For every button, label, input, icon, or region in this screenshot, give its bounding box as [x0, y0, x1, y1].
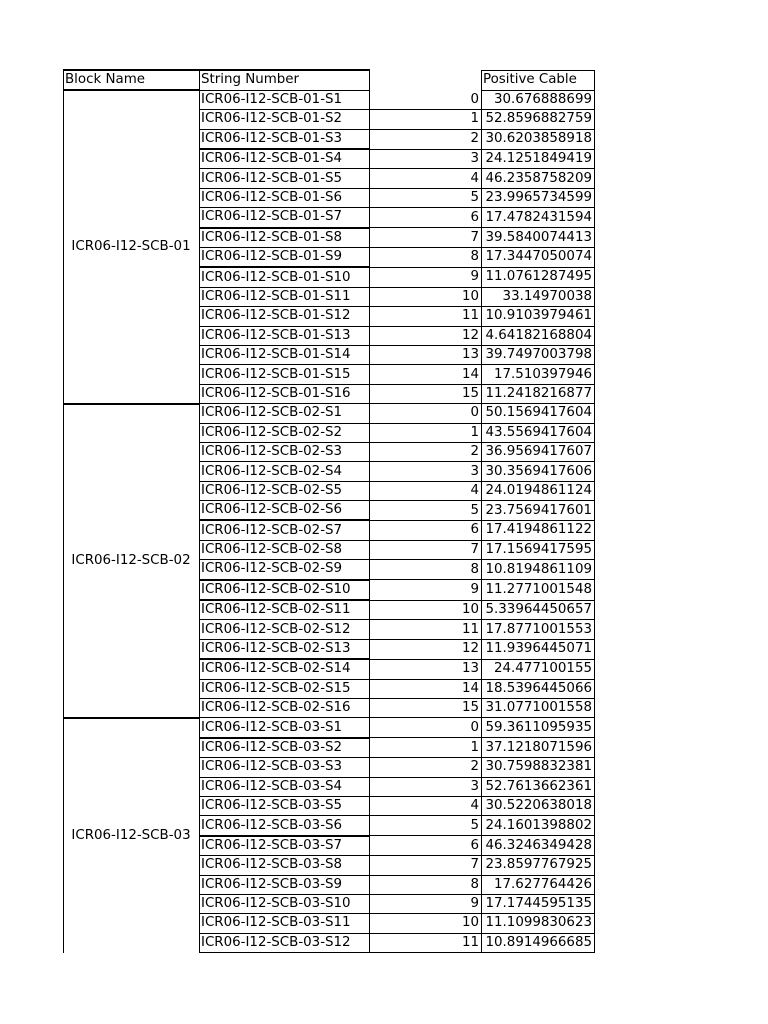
index-cell: 11	[370, 620, 482, 639]
string-number-cell: ICR06-I12-SCB-02-S2	[200, 423, 370, 442]
positive-cable-cell: 59.3611095935	[482, 718, 595, 738]
index-cell: 8	[370, 875, 482, 894]
index-cell: 10	[370, 914, 482, 933]
positive-cable-cell: 18.5396445066	[482, 679, 595, 698]
positive-cable-cell: 36.9569417607	[482, 442, 595, 461]
string-number-cell: ICR06-I12-SCB-03-S10	[200, 894, 370, 913]
index-cell: 11	[370, 307, 482, 326]
table-body	[64, 90, 595, 952]
index-cell: 4	[370, 169, 482, 188]
string-number-cell: ICR06-I12-SCB-03-S11	[200, 914, 370, 933]
positive-cable-cell: 30.5220638018	[482, 796, 595, 815]
string-number-cell: ICR06-I12-SCB-03-S12	[200, 933, 370, 952]
positive-cable-cell: 52.8596882759	[482, 110, 595, 129]
positive-cable-cell: 50.1569417604	[482, 404, 595, 423]
string-number-cell: ICR06-I12-SCB-02-S13	[200, 639, 370, 659]
positive-cable-cell: 46.3246349428	[482, 836, 595, 856]
string-number-cell: ICR06-I12-SCB-02-S11	[200, 600, 370, 620]
index-cell: 14	[370, 365, 482, 384]
positive-cable-cell: 17.4194861122	[482, 520, 595, 540]
string-number-cell: ICR06-I12-SCB-01-S15	[200, 365, 370, 384]
positive-cable-cell: 5.33964450657	[482, 600, 595, 620]
positive-cable-cell: 37.1218071596	[482, 738, 595, 758]
header-positive-cable: Positive Cable	[482, 70, 595, 90]
index-cell: 13	[370, 345, 482, 364]
positive-cable-cell: 17.4782431594	[482, 208, 595, 228]
index-cell: 11	[370, 933, 482, 952]
index-cell: 7	[370, 228, 482, 248]
index-cell: 5	[370, 188, 482, 207]
string-number-cell: ICR06-I12-SCB-02-S5	[200, 481, 370, 500]
index-cell: 12	[370, 639, 482, 659]
header-index	[370, 70, 482, 90]
positive-cable-cell: 24.0194861124	[482, 481, 595, 500]
index-cell: 9	[370, 894, 482, 913]
positive-cable-cell: 10.8914966685	[482, 933, 595, 952]
index-cell: 1	[370, 738, 482, 758]
positive-cable-cell: 17.510397946	[482, 365, 595, 384]
string-number-cell: ICR06-I12-SCB-02-S4	[200, 462, 370, 481]
index-cell: 9	[370, 267, 482, 287]
positive-cable-cell: 23.8597767925	[482, 856, 595, 875]
string-number-cell: ICR06-I12-SCB-01-S16	[200, 384, 370, 403]
positive-cable-cell: 17.1569417595	[482, 540, 595, 559]
header-row	[64, 70, 595, 90]
index-cell: 7	[370, 540, 482, 559]
string-number-cell: ICR06-I12-SCB-03-S7	[200, 836, 370, 856]
string-number-cell: ICR06-I12-SCB-01-S12	[200, 307, 370, 326]
positive-cable-cell: 24.477100155	[482, 659, 595, 679]
index-cell: 13	[370, 659, 482, 679]
string-number-cell: ICR06-I12-SCB-01-S14	[200, 345, 370, 364]
positive-cable-cell: 11.0761287495	[482, 267, 595, 287]
table-row	[64, 404, 595, 423]
positive-cable-cell: 30.676888699	[482, 90, 595, 109]
index-cell: 6	[370, 520, 482, 540]
index-cell: 0	[370, 404, 482, 423]
string-number-cell: ICR06-I12-SCB-01-S9	[200, 248, 370, 268]
index-cell: 5	[370, 501, 482, 521]
positive-cable-cell: 17.3447050074	[482, 248, 595, 268]
index-cell: 4	[370, 796, 482, 815]
string-number-cell: ICR06-I12-SCB-03-S1	[200, 718, 370, 738]
string-number-cell: ICR06-I12-SCB-01-S2	[200, 110, 370, 129]
index-cell: 2	[370, 129, 482, 149]
index-cell: 1	[370, 110, 482, 129]
string-number-cell: ICR06-I12-SCB-02-S10	[200, 580, 370, 600]
index-cell: 14	[370, 679, 482, 698]
table-row	[64, 718, 595, 738]
positive-cable-cell: 24.1601398802	[482, 816, 595, 836]
string-number-cell: ICR06-I12-SCB-02-S16	[200, 699, 370, 718]
positive-cable-cell: 23.9965734599	[482, 188, 595, 207]
string-number-cell: ICR06-I12-SCB-01-S1	[200, 90, 370, 109]
string-number-cell: ICR06-I12-SCB-02-S6	[200, 501, 370, 521]
string-number-cell: ICR06-I12-SCB-01-S10	[200, 267, 370, 287]
index-cell: 4	[370, 481, 482, 500]
positive-cable-cell: 17.1744595135	[482, 894, 595, 913]
positive-cable-cell: 24.1251849419	[482, 149, 595, 169]
positive-cable-cell: 10.8194861109	[482, 560, 595, 580]
positive-cable-cell: 17.627764426	[482, 875, 595, 894]
index-cell: 12	[370, 326, 482, 345]
string-number-cell: ICR06-I12-SCB-01-S4	[200, 149, 370, 169]
index-cell: 2	[370, 442, 482, 461]
positive-cable-cell: 46.2358758209	[482, 169, 595, 188]
string-number-cell: ICR06-I12-SCB-03-S8	[200, 856, 370, 875]
string-number-cell: ICR06-I12-SCB-03-S9	[200, 875, 370, 894]
string-number-cell: ICR06-I12-SCB-03-S6	[200, 816, 370, 836]
positive-cable-cell: 11.2771001548	[482, 580, 595, 600]
positive-cable-cell: 30.3569417606	[482, 462, 595, 481]
index-cell: 10	[370, 600, 482, 620]
positive-cable-cell: 31.0771001558	[482, 699, 595, 718]
string-number-cell: ICR06-I12-SCB-02-S12	[200, 620, 370, 639]
positive-cable-cell: 23.7569417601	[482, 501, 595, 521]
positive-cable-cell: 43.5569417604	[482, 423, 595, 442]
index-cell: 6	[370, 836, 482, 856]
index-cell: 8	[370, 560, 482, 580]
block-name-cell: ICR06-I12-SCB-02	[64, 404, 200, 718]
positive-cable-cell: 4.64182168804	[482, 326, 595, 345]
table-row	[64, 90, 595, 109]
string-number-cell: ICR06-I12-SCB-01-S11	[200, 287, 370, 306]
string-number-cell: ICR06-I12-SCB-02-S7	[200, 520, 370, 540]
index-cell: 8	[370, 248, 482, 268]
index-cell: 0	[370, 718, 482, 738]
index-cell: 6	[370, 208, 482, 228]
string-number-cell: ICR06-I12-SCB-01-S5	[200, 169, 370, 188]
index-cell: 7	[370, 856, 482, 875]
string-number-cell: ICR06-I12-SCB-02-S15	[200, 679, 370, 698]
index-cell: 0	[370, 90, 482, 109]
string-number-cell: ICR06-I12-SCB-03-S2	[200, 738, 370, 758]
index-cell: 3	[370, 149, 482, 169]
index-cell: 10	[370, 287, 482, 306]
positive-cable-cell: 30.7598832381	[482, 758, 595, 777]
index-cell: 1	[370, 423, 482, 442]
string-number-cell: ICR06-I12-SCB-03-S5	[200, 796, 370, 815]
positive-cable-cell: 39.5840074413	[482, 228, 595, 248]
index-cell: 15	[370, 699, 482, 718]
index-cell: 3	[370, 462, 482, 481]
string-number-cell: ICR06-I12-SCB-02-S1	[200, 404, 370, 423]
string-number-cell: ICR06-I12-SCB-01-S7	[200, 208, 370, 228]
string-number-cell: ICR06-I12-SCB-03-S3	[200, 758, 370, 777]
block-name-cell: ICR06-I12-SCB-03	[64, 718, 200, 953]
positive-cable-cell: 52.7613662361	[482, 777, 595, 796]
string-number-cell: ICR06-I12-SCB-03-S4	[200, 777, 370, 796]
positive-cable-cell: 17.8771001553	[482, 620, 595, 639]
block-name-cell: ICR06-I12-SCB-01	[64, 90, 200, 403]
index-cell: 9	[370, 580, 482, 600]
string-number-cell: ICR06-I12-SCB-01-S13	[200, 326, 370, 345]
positive-cable-cell: 10.9103979461	[482, 307, 595, 326]
string-number-cell: ICR06-I12-SCB-01-S3	[200, 129, 370, 149]
index-cell: 2	[370, 758, 482, 777]
string-number-cell: ICR06-I12-SCB-02-S8	[200, 540, 370, 559]
string-number-cell: ICR06-I12-SCB-02-S3	[200, 442, 370, 461]
positive-cable-cell: 30.6203858918	[482, 129, 595, 149]
header-block-name: Block Name	[64, 70, 200, 90]
index-cell: 5	[370, 816, 482, 836]
positive-cable-cell: 33.14970038	[482, 287, 595, 306]
string-number-cell: ICR06-I12-SCB-01-S8	[200, 228, 370, 248]
string-number-cell: ICR06-I12-SCB-01-S6	[200, 188, 370, 207]
cable-data-table	[63, 69, 595, 953]
positive-cable-cell: 39.7497003798	[482, 345, 595, 364]
string-number-cell: ICR06-I12-SCB-02-S14	[200, 659, 370, 679]
index-cell: 15	[370, 384, 482, 403]
string-number-cell: ICR06-I12-SCB-02-S9	[200, 560, 370, 580]
positive-cable-cell: 11.1099830623	[482, 914, 595, 933]
positive-cable-cell: 11.9396445071	[482, 639, 595, 659]
header-string-number: String Number	[200, 70, 370, 90]
positive-cable-cell: 11.2418216877	[482, 384, 595, 403]
index-cell: 3	[370, 777, 482, 796]
